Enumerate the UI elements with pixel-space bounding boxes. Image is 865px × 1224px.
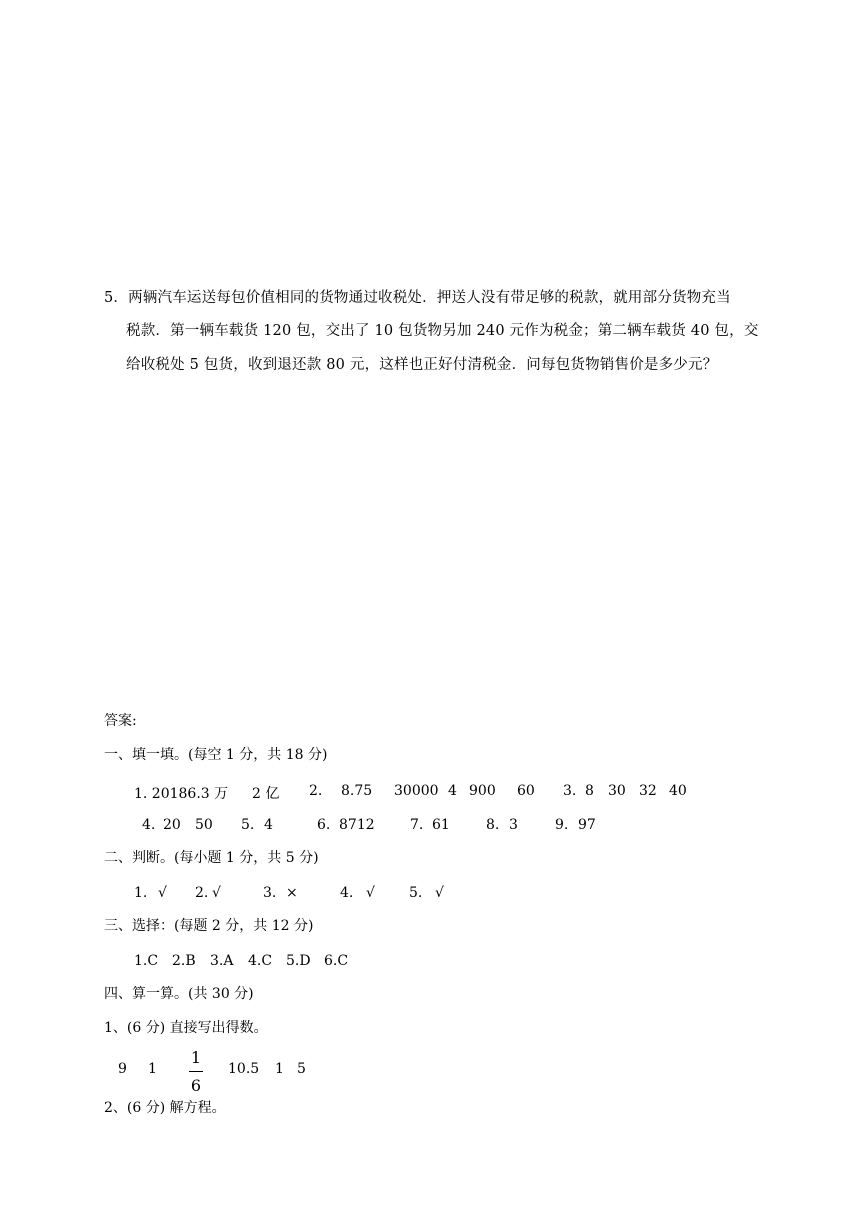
- section-1-heading: 一、填一填。(每空 1 分，共 18 分): [104, 747, 328, 763]
- choice-2: 2.B: [172, 953, 196, 969]
- choice-3: 3.A: [210, 953, 234, 969]
- calc-value-1: 9: [118, 1061, 127, 1077]
- answer-2d: 900: [469, 783, 496, 799]
- answer-9: 97: [578, 817, 596, 833]
- calc-value-5: 5: [297, 1061, 306, 1077]
- question-5-line-1: 5．两辆汽车运送每包价值相同的货物通过收税处．押送人没有带足够的税款，就用部分货物充当: [104, 290, 731, 306]
- answer-6: 8712: [339, 817, 375, 833]
- question-5-line-2: 税款．第一辆车载货 120 包，交出了 10 包货物另加 240 元作为税金；第二辆车载货 40 包，交: [126, 323, 759, 339]
- judge-4: √: [366, 885, 375, 901]
- section-2-row: [0, 885, 865, 903]
- section-3-row: [0, 953, 865, 971]
- choice-5: 5.D: [286, 953, 311, 969]
- choice-4: 4.C: [248, 953, 273, 969]
- section-4-sub-1-values: [0, 1061, 865, 1079]
- section-2-heading: 二、判断。(每小题 1 分，共 5 分): [104, 850, 319, 866]
- calc-value-2: 1: [148, 1061, 157, 1077]
- calc-fraction: [189, 1050, 203, 1094]
- calc-value-4: 1: [275, 1061, 284, 1077]
- section-3-heading: 三、选择：(每题 2 分，共 12 分): [104, 918, 314, 934]
- judge-4-num: 4.: [340, 885, 354, 901]
- fraction-numerator: 1: [190, 1048, 202, 1067]
- calc-value-3: 10.5: [228, 1061, 260, 1077]
- answer-6-num: 6.: [317, 817, 331, 833]
- section-4-sub-2-label: 2、(6 分) 解方程。: [104, 1100, 226, 1116]
- question-5-line-3: 给收税处 5 包货，收到退还款 80 元，这样也正好付清税金．问每包货物销售价是多少元？: [126, 357, 718, 373]
- answer-3c: 32: [639, 783, 657, 799]
- answer-7-num: 7.: [410, 817, 424, 833]
- section-4-sub-1-label: 1、(6 分) 直接写出得数。: [104, 1020, 268, 1036]
- judge-5: √: [435, 885, 444, 901]
- fraction-bar: [189, 1071, 203, 1072]
- answer-3-num: 3.: [563, 783, 577, 799]
- answer-2a: 8.75: [341, 783, 373, 799]
- answer-7: 61: [432, 817, 450, 833]
- answer-4-num: 4.: [142, 817, 156, 833]
- answer-3a: 8: [585, 783, 594, 799]
- answer-3b: 30: [608, 783, 626, 799]
- choice-1: 1.C: [134, 953, 159, 969]
- section-1-row-1: [0, 783, 865, 801]
- answer-8: 3: [509, 817, 518, 833]
- answer-3d: 40: [669, 783, 687, 799]
- answer-2-num: 2.: [309, 783, 323, 799]
- answer-4a: 20: [163, 817, 181, 833]
- section-4-heading: 四、算一算。(共 30 分): [104, 986, 254, 1002]
- answer-8-num: 8.: [486, 817, 500, 833]
- section-1-row-2: [0, 817, 865, 835]
- judge-1-num: 1.: [134, 885, 148, 901]
- answer-1: 1. 20186.3 万: [134, 786, 229, 802]
- answer-2e: 60: [517, 783, 535, 799]
- answers-title: 答案:: [104, 713, 137, 729]
- choice-6: 6.C: [324, 953, 349, 969]
- judge-2-num: 2.: [195, 885, 209, 901]
- answer-5: 4: [264, 817, 273, 833]
- judge-5-num: 5.: [409, 885, 423, 901]
- fraction-denominator: 6: [190, 1076, 202, 1095]
- judge-3-num: 3.: [263, 885, 277, 901]
- answer-2b: 30000: [394, 783, 439, 799]
- answer-1b: 2 亿: [252, 786, 280, 802]
- answer-2c: 4: [448, 783, 457, 799]
- judge-1: √: [158, 885, 167, 901]
- answer-5-num: 5.: [241, 817, 255, 833]
- answer-9-num: 9.: [555, 817, 569, 833]
- judge-2: √: [212, 885, 221, 901]
- answer-4b: 50: [195, 817, 213, 833]
- judge-3: ×: [286, 885, 298, 901]
